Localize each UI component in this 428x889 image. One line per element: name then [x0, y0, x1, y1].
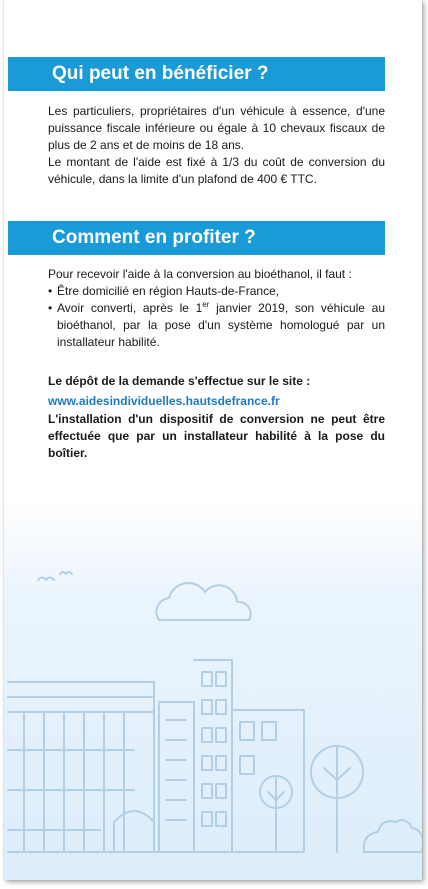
cloud-icon [156, 583, 250, 620]
section-heading-beneficiaries: Qui peut en bénéficier ? [8, 57, 385, 91]
bullet-marker: • [48, 284, 53, 298]
section-heading-how-to: Comment en profiter ? [8, 221, 385, 255]
bullet-marker: • [48, 301, 53, 315]
beneficiaries-text [48, 103, 385, 188]
condition-text-part: janvier 2019, son véhicule au bioéthanol, par la pose d'un système homologué par un installateur habilité. [57, 301, 385, 349]
bird-icon [38, 578, 54, 581]
city-illustration [4, 560, 422, 880]
amount-paragraph: Le montant de l'aide est fixé à 1/3 du coût de conversion du véhicule, dans la limite d'un plafond de 400 € TTC. [48, 155, 385, 186]
tree-icon [311, 746, 363, 852]
condition-text [57, 300, 385, 351]
ordinal-superscript: er [202, 300, 210, 309]
eligibility-paragraph: Les particuliers, propriétaires d'un véhicule à essence, d'une puissance fiscale inférieure ou égale à 10 chevaux fiscaux de plus de 2 ans et de moins de 18 ans. [48, 104, 385, 152]
application-label: Le dépôt de la demande s'effectue sur le site : [48, 374, 311, 388]
building-left-icon [8, 682, 154, 852]
installation-note: L'installation d'un dispositif de conversion ne peut être effectuée que par un installateur habilité à la pose du boîtier. [48, 412, 385, 460]
condition-text-part: Avoir converti, après le 1 [57, 301, 203, 315]
bush-icon [364, 820, 422, 852]
condition-item-residence [48, 283, 385, 300]
building-center-icon [159, 660, 304, 852]
application-info [48, 373, 385, 462]
brochure-page [4, 0, 422, 880]
bird-icon [60, 572, 72, 574]
condition-item-conversion [48, 300, 385, 351]
how-to-text [48, 266, 385, 351]
tree-icon [260, 776, 292, 852]
condition-text: Être domicilié en région Hauts-de-France, [57, 284, 280, 298]
conditions-intro: Pour recevoir l'aide à la conversion au bioéthanol, il faut : [48, 267, 352, 281]
website-link[interactable]: www.aidesindividuelles.hautsdefrance.fr [48, 394, 280, 408]
